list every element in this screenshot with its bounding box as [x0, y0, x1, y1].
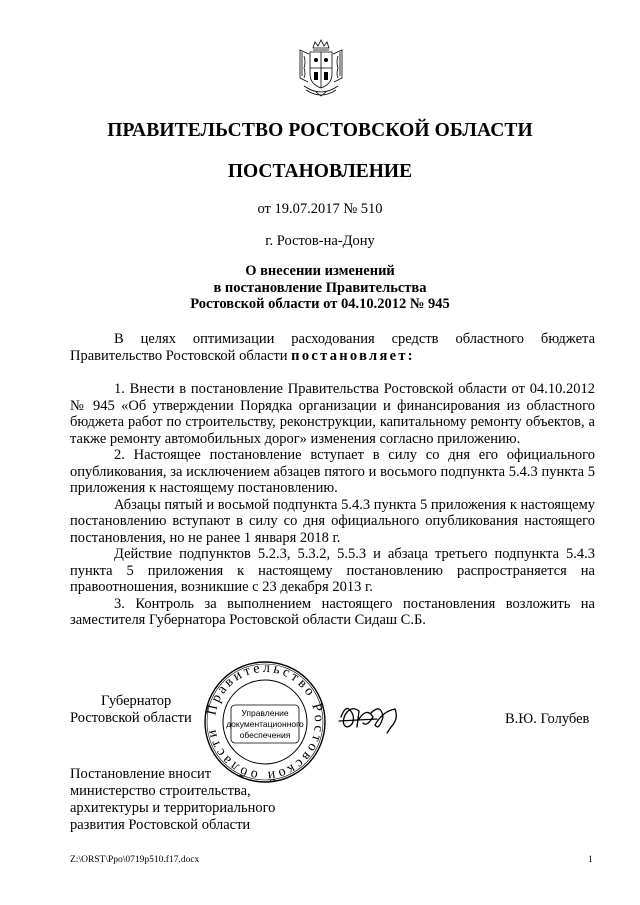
- stamp-inner-line: документационного: [226, 719, 304, 729]
- prepared-by-line: министерство строительства,: [70, 783, 251, 799]
- signatory-position-line: Губернатор: [101, 693, 172, 709]
- stamp-inner-line: Управление: [241, 708, 289, 718]
- prepared-by-line: архитектуры и территориального: [70, 800, 276, 816]
- coat-of-arms-icon: [296, 38, 346, 100]
- decree-word: постановляет:: [291, 347, 415, 364]
- subject-line: в постановление Правительства: [213, 279, 427, 296]
- prepared-by-line: развития Ростовской области: [70, 817, 251, 833]
- document-type-title: ПОСТАНОВЛЕНИЕ: [227, 161, 413, 182]
- subject-line: Ростовской области от 04.10.2012 № 945: [190, 296, 450, 312]
- subject-line: О внесении изменений: [245, 263, 395, 279]
- document-subject: [0, 263, 640, 313]
- clause-paragraph: 1. Внести в постановление Правительства Ростовской области от 04.10.2012 № 945 «Об утверждении Порядка организации и финансирования из областного бюджета работ по строительству, реконструкции, капитальному ремонту объектов, а также ремонту автомобильных дорог» изменения согласно приложению.: [70, 381, 595, 447]
- document-date-number: от 19.07.2017 № 510: [257, 201, 383, 217]
- prepared-by-note: [70, 766, 275, 834]
- handwritten-signature: [337, 697, 409, 737]
- stamp-inner-line: обеспечения: [239, 730, 291, 740]
- organization-title: ПРАВИТЕЛЬСТВО РОСТОВСКОЙ ОБЛАСТИ: [107, 120, 533, 141]
- stamp-ring-text: Правительство Ростовской области: [204, 660, 327, 784]
- signatory-name: В.Ю. Голубев: [505, 711, 590, 727]
- signatory-position-line: Ростовской области: [70, 710, 192, 726]
- clauses-block: [70, 381, 595, 629]
- footer-file-path: Z:\ORST\Ppo\0719p510.f17.docx: [70, 855, 200, 865]
- page-number: 1: [588, 855, 593, 865]
- clause-paragraph: Действие подпунктов 5.2.3, 5.3.2, 5.5.3 и абзаца третьего подпункта 5.4.3 пункта 5 приложения к настоящему постановлению распространяется на правоотношения, возникшие с 23 декабря 2013 г.: [70, 546, 595, 595]
- document-city: г. Ростов-на-Дону: [265, 233, 375, 249]
- prepared-by-line: Постановление вносит: [70, 766, 212, 782]
- clause-paragraph: 3. Контроль за выполнением настоящего постановления возложить на заместителя Губернатора Ростовской области Сидаш С.Б.: [70, 595, 595, 628]
- clause-paragraph: Абзацы пятый и восьмой подпункта 5.4.3 пункта 5 приложения к настоящему постановлению вступают в силу со дня официального опубликования настоящего постановления, но не ранее 1 января 2018 г.: [70, 496, 595, 546]
- preamble-paragraph: [70, 331, 595, 364]
- signatory-position: [70, 693, 192, 727]
- preamble-text: В целях оптимизации расходования средств областного бюджета Правительство Ростовской области: [70, 331, 595, 364]
- clause-paragraph: 2. Настоящее постановление вступает в силу со дня его официального опубликования, за исключением абзацев пятого и восьмого подпункта 5.4.3 пункта 5 приложения к настоящему постановлению.: [70, 447, 595, 496]
